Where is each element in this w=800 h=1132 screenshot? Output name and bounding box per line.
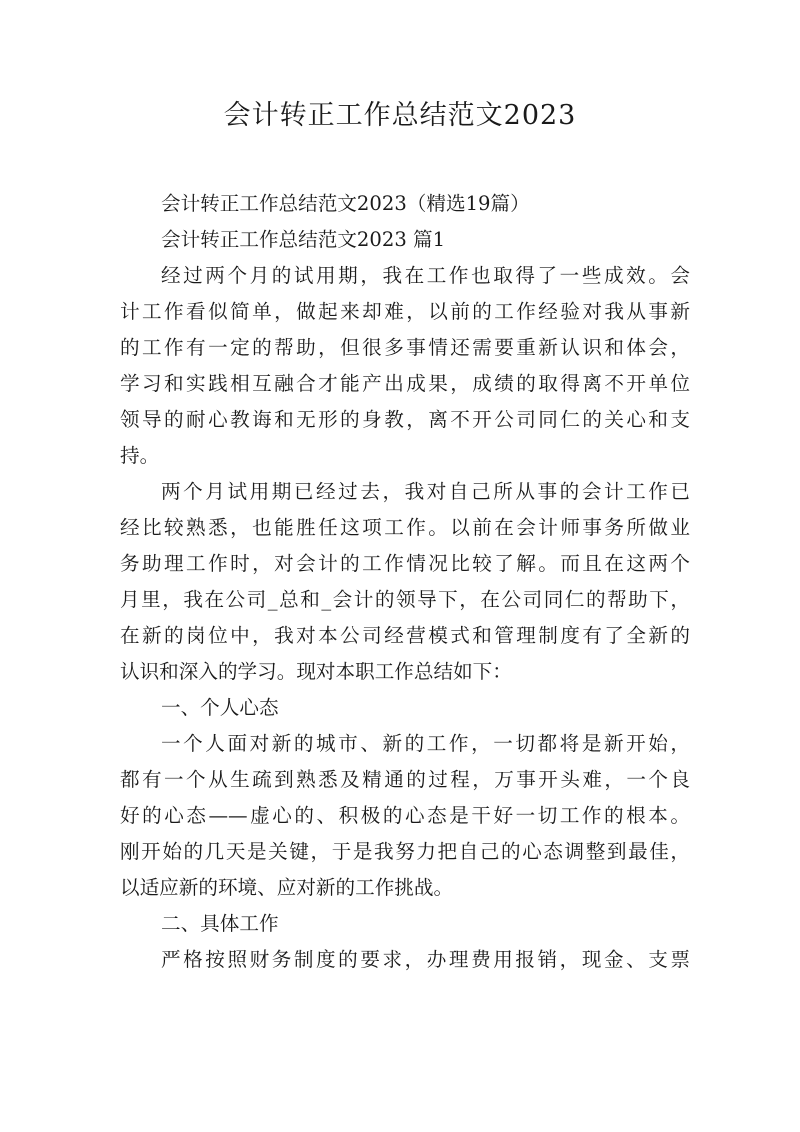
paragraph-1 bbox=[120, 258, 690, 474]
paragraph-1-line: 持。 bbox=[120, 444, 160, 467]
paragraph-2-line: 务助理工作时，对会计的工作情况比较了解。而且在这两个 bbox=[120, 552, 690, 575]
paragraph-3-line: 都有一个从生疏到熟悉及精通的过程，万事开头难，一个良 bbox=[120, 768, 690, 791]
chapter-heading: 会计转正工作总结范文2023 篇1 bbox=[161, 228, 446, 251]
paragraph-3 bbox=[120, 726, 690, 906]
paragraph-4-line: 严格按照财务制度的要求，办理费用报销，现金、支票 bbox=[161, 948, 690, 971]
paragraph-2 bbox=[120, 474, 690, 690]
paragraph-2-line: 两个月试用期已经过去，我对自己所从事的会计工作已 bbox=[161, 480, 690, 503]
document-body bbox=[120, 186, 690, 978]
paragraph-3-line: 以适应新的环境、应对新的工作挑战。 bbox=[120, 876, 454, 899]
section-heading-1: 一、个人心态 bbox=[161, 696, 279, 719]
paragraph-2-line: 月里，我在公司_总和_会计的领导下，在公司同仁的帮助下， bbox=[120, 588, 690, 611]
paragraph-4 bbox=[120, 942, 690, 978]
paragraph-2-line: 在新的岗位中，我对本公司经营模式和管理制度有了全新的 bbox=[120, 624, 690, 647]
paragraph-3-line: 一个人面对新的城市、新的工作，一切都将是新开始， bbox=[161, 732, 690, 755]
paragraph-2-line: 经比较熟悉，也能胜任这项工作。以前在会计师事务所做业 bbox=[120, 516, 690, 539]
document-subtitle: 会计转正工作总结范文2023（精选19篇） bbox=[161, 192, 530, 215]
paragraph-1-line: 学习和实践相互融合才能产出成果，成绩的取得离不开单位 bbox=[120, 372, 690, 395]
paragraph-3-line: 好的心态——虚心的、积极的心态是干好一切工作的根本。 bbox=[120, 804, 690, 827]
document-title: 会计转正工作总结范文2023 bbox=[223, 100, 577, 131]
paragraph-1-line: 计工作看似简单，做起来却难，以前的工作经验对我从事新 bbox=[120, 300, 690, 323]
paragraph-2-line: 认识和深入的学习。现对本职工作总结如下： bbox=[120, 660, 512, 683]
paragraph-1-line: 的工作有一定的帮助，但很多事情还需要重新认识和体会， bbox=[120, 336, 690, 359]
paragraph-1-line: 经过两个月的试用期，我在工作也取得了一些成效。会 bbox=[161, 264, 690, 287]
paragraph-3-line: 刚开始的几天是关键，于是我努力把自己的心态调整到最佳， bbox=[120, 840, 690, 863]
paragraph-1-line: 领导的耐心教诲和无形的身教，离不开公司同仁的关心和支 bbox=[120, 408, 690, 431]
section-heading-2: 二、具体工作 bbox=[161, 912, 279, 935]
